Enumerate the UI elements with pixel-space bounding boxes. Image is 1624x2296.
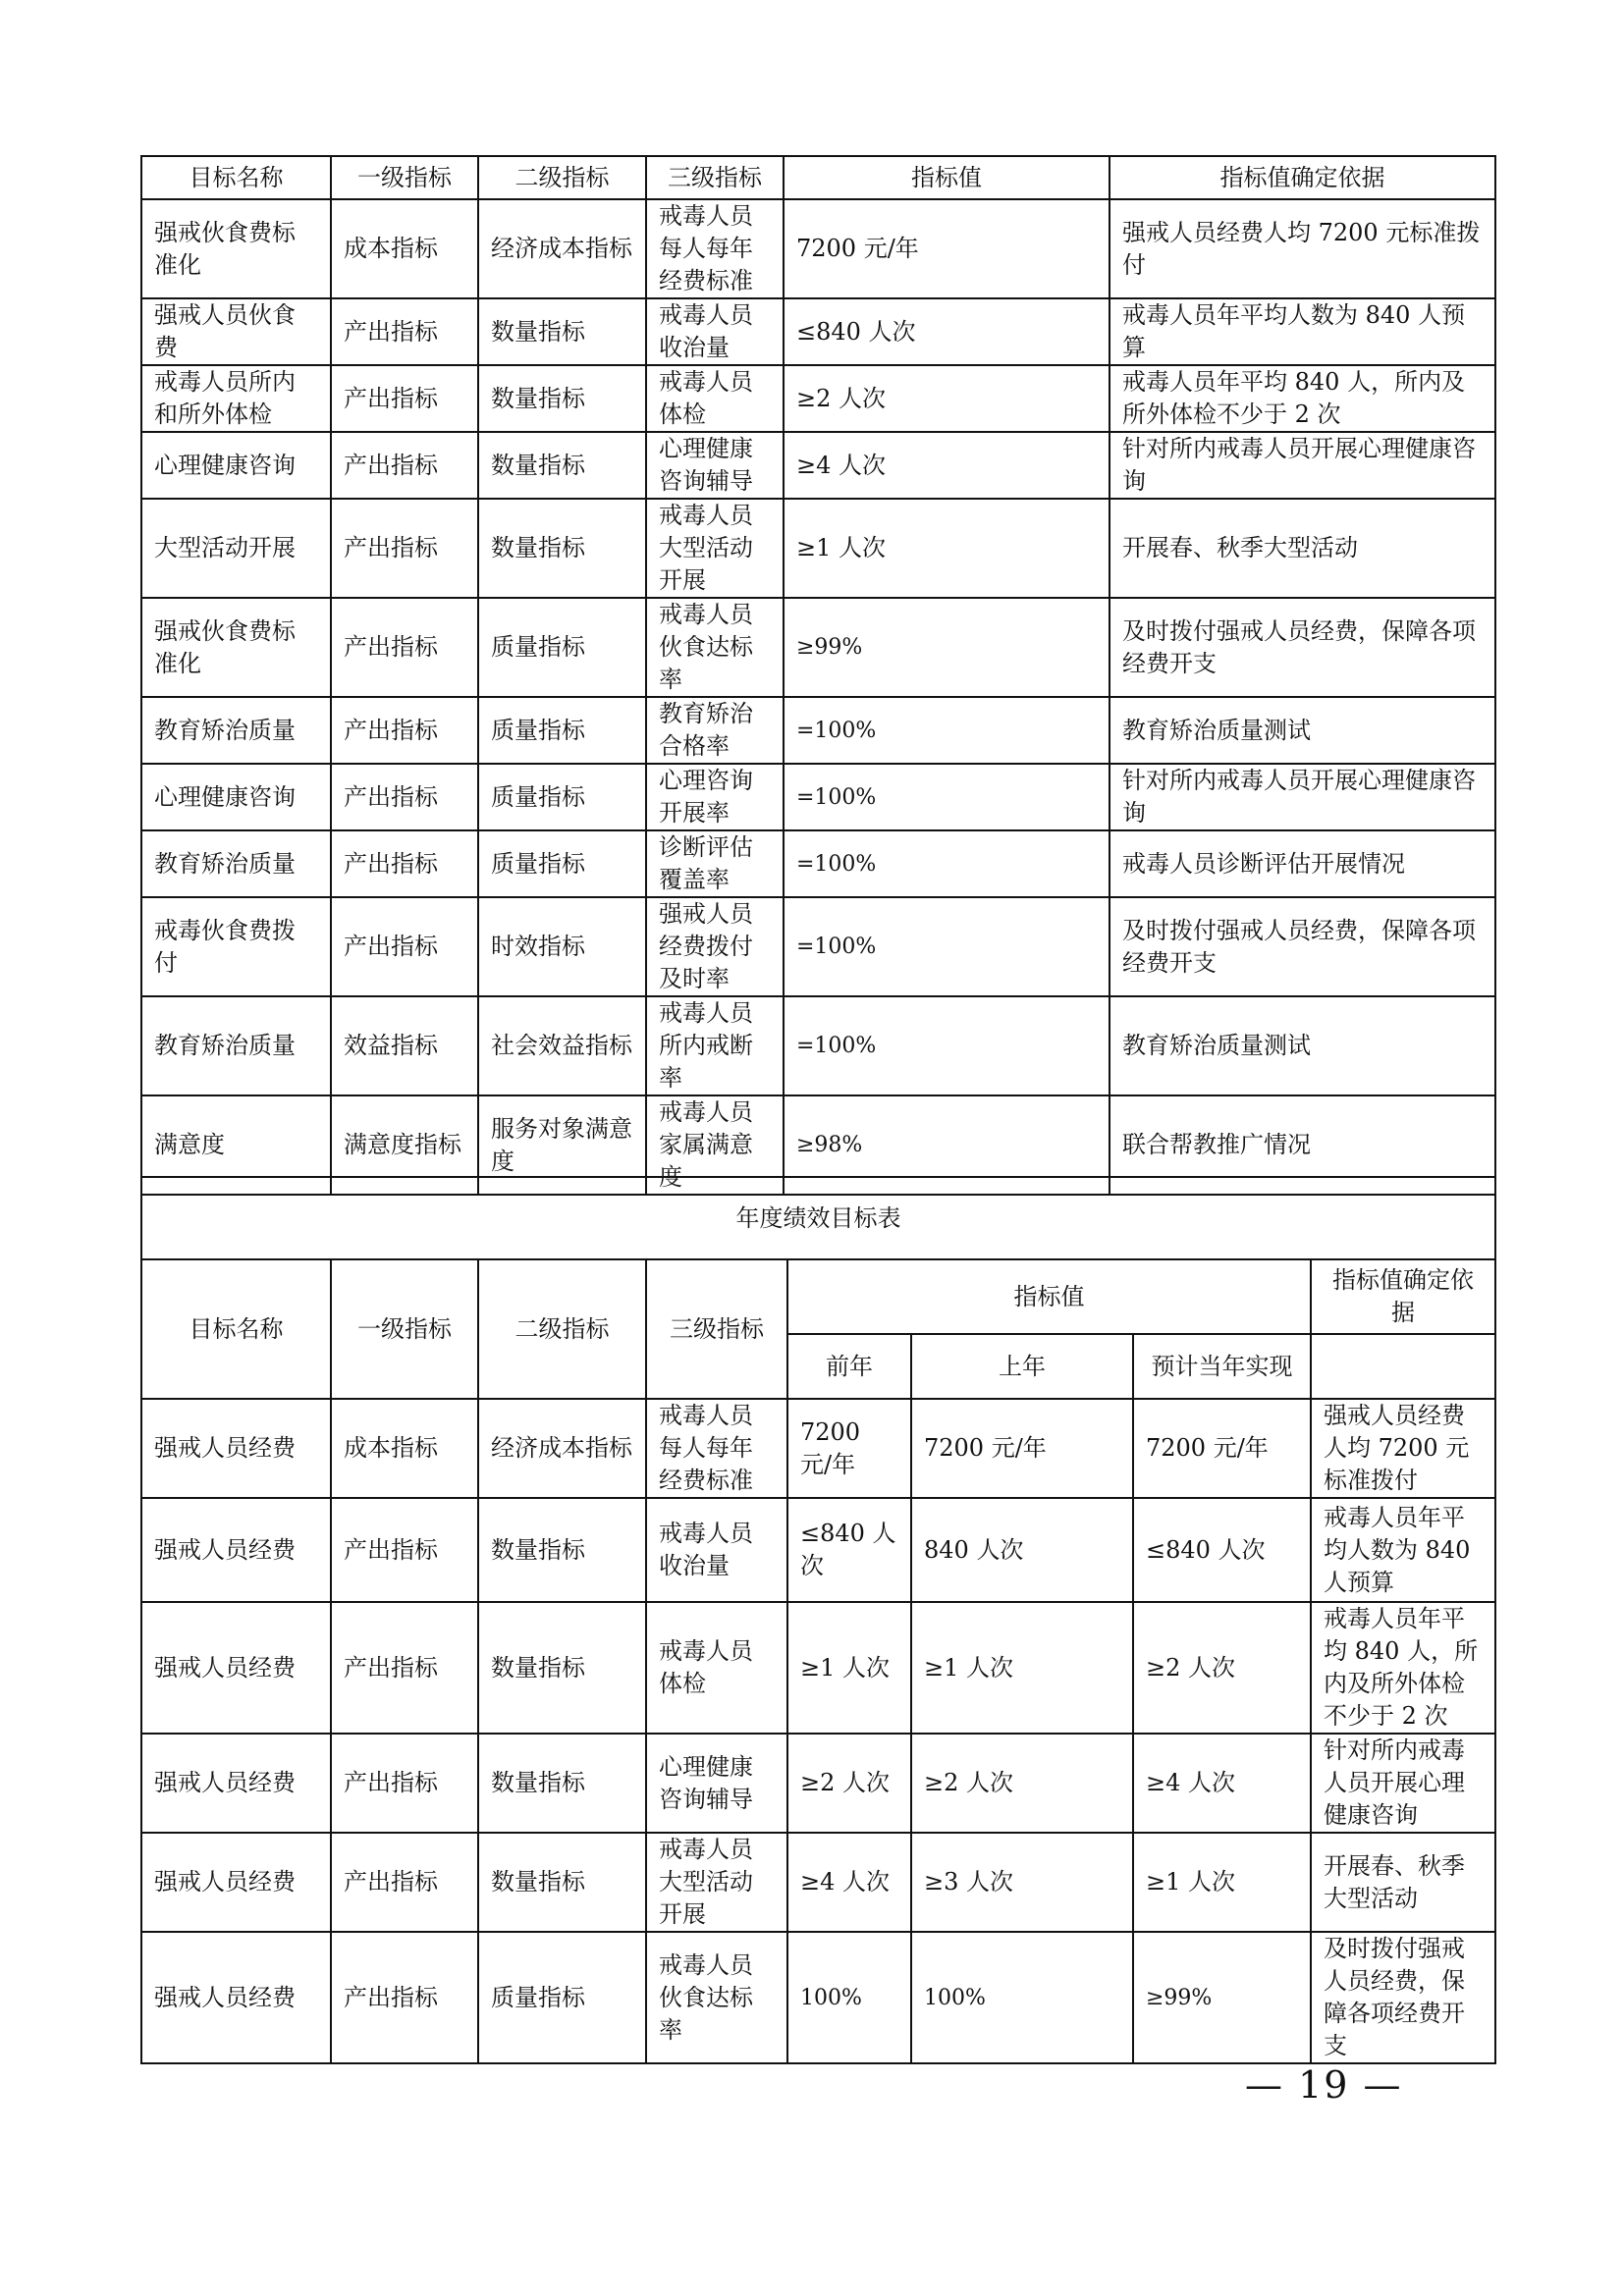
cell: 数量指标 [478, 1734, 646, 1833]
header-cell: 二级指标 [478, 156, 646, 199]
cell: 产出指标 [331, 897, 478, 996]
subheader-cell: 上年 [911, 1334, 1133, 1399]
cell: 强戒人员经费 [141, 1399, 331, 1498]
cell: 产出指标 [331, 1833, 478, 1932]
cell: =100% [784, 764, 1110, 830]
cell: 强戒人员经费 [141, 1932, 331, 2063]
cell: 质量指标 [478, 1932, 646, 2063]
cell: ≥3 人次 [911, 1833, 1133, 1932]
cell: 强戒人员经费人均 7200 元标准拨付 [1311, 1399, 1495, 1498]
cell: 满意度 [141, 1095, 331, 1195]
cell: 戒毒人员所内和所外体检 [141, 365, 331, 432]
cell: 产出指标 [331, 697, 478, 764]
cell: 数量指标 [478, 365, 646, 432]
cell: 7200 元/年 [1133, 1399, 1311, 1498]
cell: 经济成本指标 [478, 199, 646, 298]
cell: ≥99% [784, 598, 1110, 697]
table-row [141, 897, 1495, 996]
table-row [141, 1932, 1495, 2063]
cell: 戒毒人员诊断评估开展情况 [1110, 830, 1495, 897]
table-title-row [141, 1177, 1495, 1259]
header-cell: 三级指标 [646, 1259, 787, 1399]
cell: 效益指标 [331, 996, 478, 1095]
cell: 戒毒人员年平均 840 人，所内及所外体检不少于 2 次 [1110, 365, 1495, 432]
cell: 数量指标 [478, 499, 646, 598]
subheader-cell: 预计当年实现 [1133, 1334, 1311, 1399]
cell: 戒毒人员大型活动开展 [646, 499, 784, 598]
cell: 及时拨付强戒人员经费，保障各项经费开支 [1110, 598, 1495, 697]
cell: 心理健康咨询辅导 [646, 432, 784, 499]
cell: 强戒人员经费 [141, 1602, 331, 1734]
cell: 心理健康咨询 [141, 764, 331, 830]
cell: 戒毒人员伙食达标率 [646, 1932, 787, 2063]
table-row [141, 432, 1495, 499]
cell: 心理咨询开展率 [646, 764, 784, 830]
cell: ≥4 人次 [1133, 1734, 1311, 1833]
cell: 质量指标 [478, 764, 646, 830]
cell: ≥2 人次 [784, 365, 1110, 432]
performance-indicator-table [140, 155, 1496, 1196]
cell: 戒毒伙食费拨付 [141, 897, 331, 996]
cell: 产出指标 [331, 499, 478, 598]
cell: 教育矫治合格率 [646, 697, 784, 764]
cell: 产出指标 [331, 1498, 478, 1602]
cell: ≥1 人次 [911, 1602, 1133, 1734]
cell: 针对所内戒毒人员开展心理健康咨询 [1110, 432, 1495, 499]
cell: ≥1 人次 [784, 499, 1110, 598]
table-row [141, 697, 1495, 764]
header-cell: 三级指标 [646, 156, 784, 199]
header-cell: 一级指标 [331, 1259, 478, 1399]
cell: 开展春、秋季大型活动 [1110, 499, 1495, 598]
header-cell: 指标值确定依据 [1110, 156, 1495, 199]
table-row [141, 1498, 1495, 1602]
cell: 产出指标 [331, 1932, 478, 2063]
table-row [141, 764, 1495, 830]
cell: 质量指标 [478, 598, 646, 697]
page-number: — 19 — [1245, 2063, 1403, 2107]
cell: 数量指标 [478, 1602, 646, 1734]
cell: 社会效益指标 [478, 996, 646, 1095]
table-row [141, 499, 1495, 598]
cell: 戒毒人员年平均人数为 840 人预算 [1311, 1498, 1495, 1602]
cell: 戒毒人员体检 [646, 1602, 787, 1734]
cell: 戒毒人员每人每年经费标准 [646, 1399, 787, 1498]
header-cell: 二级指标 [478, 1259, 646, 1399]
header-cell: 指标值确定依据 [1311, 1259, 1495, 1334]
cell: 产出指标 [331, 1602, 478, 1734]
cell: 教育矫治质量 [141, 996, 331, 1095]
cell: 针对所内戒毒人员开展心理健康咨询 [1311, 1734, 1495, 1833]
cell: 满意度指标 [331, 1095, 478, 1195]
cell: ≥99% [1133, 1932, 1311, 2063]
cell: 戒毒人员收治量 [646, 298, 784, 365]
cell: 数量指标 [478, 1498, 646, 1602]
cell: ≥1 人次 [1133, 1833, 1311, 1932]
cell: 经济成本指标 [478, 1399, 646, 1498]
cell: ≥4 人次 [784, 432, 1110, 499]
cell: 7200 元/年 [784, 199, 1110, 298]
cell: 戒毒人员伙食达标率 [646, 598, 784, 697]
header-cell: 一级指标 [331, 156, 478, 199]
cell: ≥4 人次 [787, 1833, 911, 1932]
cell: 产出指标 [331, 365, 478, 432]
cell: 强戒人员经费人均 7200 元标准拨付 [1110, 199, 1495, 298]
cell: 教育矫治质量测试 [1110, 996, 1495, 1095]
table-row [141, 199, 1495, 298]
cell: 质量指标 [478, 697, 646, 764]
cell: 联合帮教推广情况 [1110, 1095, 1495, 1195]
cell: ≥2 人次 [1133, 1602, 1311, 1734]
cell: 及时拨付强戒人员经费，保障各项经费开支 [1110, 897, 1495, 996]
cell: 强戒人员经费 [141, 1734, 331, 1833]
cell: ≥2 人次 [787, 1734, 911, 1833]
cell: 时效指标 [478, 897, 646, 996]
cell: 成本指标 [331, 1399, 478, 1498]
table-row [141, 1602, 1495, 1734]
cell: 心理健康咨询辅导 [646, 1734, 787, 1833]
cell: 戒毒人员年平均 840 人，所内及所外体检不少于 2 次 [1311, 1602, 1495, 1734]
cell: 戒毒人员所内戒断率 [646, 996, 784, 1095]
cell: 及时拨付强戒人员经费，保障各项经费开支 [1311, 1932, 1495, 2063]
table-row [141, 365, 1495, 432]
cell: 教育矫治质量 [141, 830, 331, 897]
cell: =100% [784, 996, 1110, 1095]
cell: =100% [784, 697, 1110, 764]
table-header-row [141, 1259, 1495, 1334]
table-row [141, 830, 1495, 897]
cell: ≥1 人次 [787, 1602, 911, 1734]
cell: 100% [787, 1932, 911, 2063]
header-cell: 目标名称 [141, 1259, 331, 1399]
cell: 数量指标 [478, 1833, 646, 1932]
cell: 强戒人员经费 [141, 1498, 331, 1602]
header-cell: 目标名称 [141, 156, 331, 199]
cell: 7200 元/年 [787, 1399, 911, 1498]
cell: 强戒人员经费拨付及时率 [646, 897, 784, 996]
cell: 产出指标 [331, 598, 478, 697]
annual-performance-goal-table [140, 1176, 1496, 2064]
cell: 7200 元/年 [911, 1399, 1133, 1498]
table-row [141, 1399, 1495, 1498]
cell: 强戒人员伙食费 [141, 298, 331, 365]
cell: 产出指标 [331, 764, 478, 830]
cell: 数量指标 [478, 298, 646, 365]
cell: 大型活动开展 [141, 499, 331, 598]
table-header-row [141, 156, 1495, 199]
empty-cell [1311, 1334, 1495, 1399]
subheader-cell: 前年 [787, 1334, 911, 1399]
cell: 戒毒人员年平均人数为 840 人预算 [1110, 298, 1495, 365]
cell: 服务对象满意度 [478, 1095, 646, 1195]
table-row [141, 996, 1495, 1095]
cell: 产出指标 [331, 298, 478, 365]
cell: 诊断评估覆盖率 [646, 830, 784, 897]
cell: ≤840 人次 [784, 298, 1110, 365]
table-row [141, 1734, 1495, 1833]
table-title: 年度绩效目标表 [141, 1177, 1495, 1259]
cell: ≥98% [784, 1095, 1110, 1195]
cell: ≥2 人次 [911, 1734, 1133, 1833]
cell: 戒毒人员家属满意度 [646, 1095, 784, 1195]
table-row [141, 298, 1495, 365]
cell: 产出指标 [331, 432, 478, 499]
cell: 成本指标 [331, 199, 478, 298]
cell: =100% [784, 830, 1110, 897]
cell: 强戒伙食费标准化 [141, 199, 331, 298]
cell: 产出指标 [331, 1734, 478, 1833]
table-row [141, 598, 1495, 697]
table-row [141, 1833, 1495, 1932]
cell: 戒毒人员每人每年经费标准 [646, 199, 784, 298]
header-cell: 指标值 [787, 1259, 1311, 1334]
cell: 强戒人员经费 [141, 1833, 331, 1932]
cell: 开展春、秋季大型活动 [1311, 1833, 1495, 1932]
cell: 心理健康咨询 [141, 432, 331, 499]
cell: 教育矫治质量测试 [1110, 697, 1495, 764]
cell: =100% [784, 897, 1110, 996]
cell: 产出指标 [331, 830, 478, 897]
cell: 数量指标 [478, 432, 646, 499]
cell: 戒毒人员大型活动开展 [646, 1833, 787, 1932]
cell: 质量指标 [478, 830, 646, 897]
cell: 100% [911, 1932, 1133, 2063]
cell: 840 人次 [911, 1498, 1133, 1602]
cell: 戒毒人员体检 [646, 365, 784, 432]
cell: ≤840 人次 [787, 1498, 911, 1602]
cell: 戒毒人员收治量 [646, 1498, 787, 1602]
cell: 教育矫治质量 [141, 697, 331, 764]
cell: ≤840 人次 [1133, 1498, 1311, 1602]
header-cell: 指标值 [784, 156, 1110, 199]
cell: 强戒伙食费标准化 [141, 598, 331, 697]
cell: 针对所内戒毒人员开展心理健康咨询 [1110, 764, 1495, 830]
